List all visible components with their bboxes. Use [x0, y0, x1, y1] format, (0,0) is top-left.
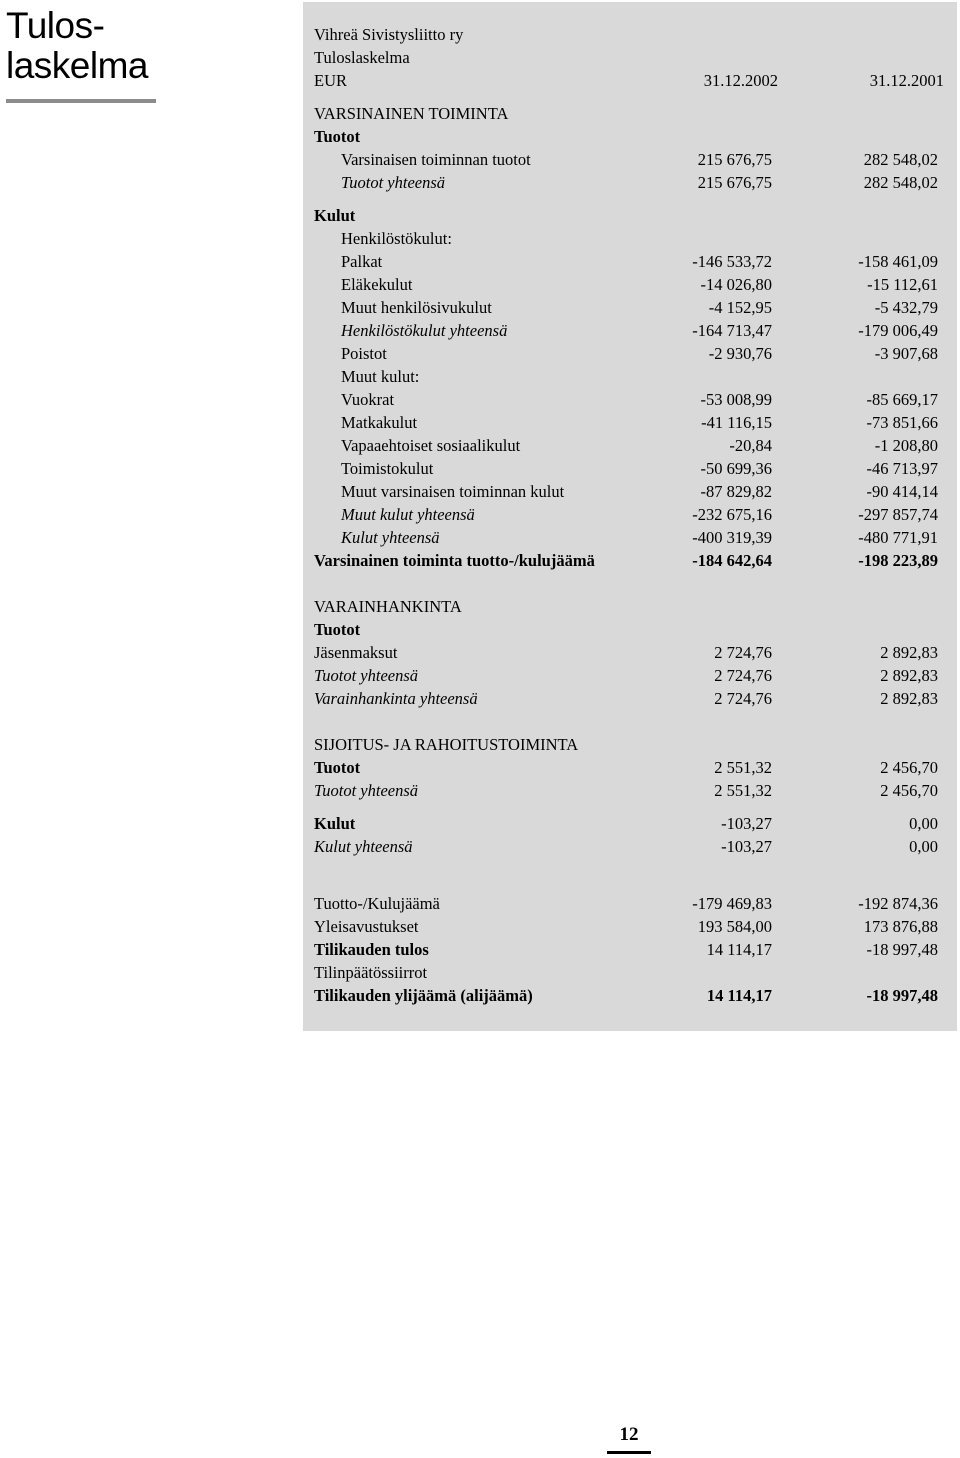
subtotal-row: Henkilöstökulut yhteensä -164 713,47 -179 006,49: [341, 321, 938, 340]
subtotal-row: Tuotot yhteensä 215 676,75 282 548,02: [341, 173, 938, 192]
side-title-line2: laskelma: [6, 45, 148, 86]
currency-label: EUR: [314, 71, 347, 90]
table-row: Toimistokulut -50 699,36 -46 713,97: [341, 459, 938, 478]
result-row: Tilikauden tulos 14 114,17 -18 997,48: [314, 940, 938, 959]
column-date-2002: 31.12.2002: [703, 71, 778, 90]
side-title: [6, 6, 158, 86]
table-row: Tilinpäätössiirrot: [314, 963, 428, 982]
table-row: Muut henkilösivukulut -4 152,95 -5 432,79: [341, 298, 938, 317]
org-name: Vihreä Sivistysliitto ry: [314, 25, 464, 44]
subtotal-row: Varainhankinta yhteensä 2 724,76 2 892,83: [314, 689, 938, 708]
subheading: Kulut: [314, 206, 356, 225]
subheading: Tuotot: [314, 127, 361, 146]
column-date-2001: 31.12.2001: [869, 71, 944, 90]
table-row: Matkakulut -41 116,15 -73 851,66: [341, 413, 938, 432]
subtotal-row: Kulut yhteensä -103,27 0,00: [314, 837, 938, 856]
side-title-line1: Tulos-: [6, 5, 105, 46]
page-number-rule: [607, 1451, 651, 1454]
table-row: Tuotto-/Kulujäämä -179 469,83 -192 874,36: [314, 894, 938, 913]
subheading: Tuotot: [314, 620, 361, 639]
group-heading: Muut kulut:: [341, 367, 420, 386]
table-row: Yleisavustukset 193 584,00 173 876,88: [314, 917, 938, 936]
subtotal-row: Tuotot yhteensä 2 551,32 2 456,70: [314, 781, 938, 800]
subtotal-row: Kulut yhteensä -400 319,39 -480 771,91: [341, 528, 938, 547]
page-number: 12: [619, 1424, 639, 1445]
table-row: Vuokrat -53 008,99 -85 669,17: [341, 390, 938, 409]
result-row: Varsinainen toiminta tuotto-/kulujäämä -184 642,64 -198 223,89: [314, 551, 938, 570]
table-row: Palkat -146 533,72 -158 461,09: [341, 252, 938, 271]
statement-rows: [314, 23, 944, 1007]
subtotal-row: Muut kulut yhteensä -232 675,16 -297 857,74: [341, 505, 938, 524]
section-heading: VARAINHANKINTA: [314, 597, 462, 616]
table-row: Tuotot 2 551,32 2 456,70: [314, 758, 938, 777]
final-result-row: Tilikauden ylijäämä (alijäämä) 14 114,17 -18 997,48: [314, 986, 938, 1005]
column-header-row: [314, 69, 944, 92]
section-heading: SIJOITUS- JA RAHOITUSTOIMINTA: [314, 735, 579, 754]
table-row: Eläkekulut -14 026,80 -15 112,61: [341, 275, 938, 294]
table-row: Muut varsinaisen toiminnan kulut -87 829,82 -90 414,14: [341, 482, 938, 501]
subtotal-row: Tuotot yhteensä 2 724,76 2 892,83: [314, 666, 938, 685]
table-row: Poistot -2 930,76 -3 907,68: [341, 344, 938, 363]
section-heading: VARSINAINEN TOIMINTA: [314, 104, 509, 123]
table-row: Varsinaisen toiminnan tuotot 215 676,75 282 548,02: [341, 150, 938, 169]
table-row: Jäsenmaksut 2 724,76 2 892,83: [314, 643, 938, 662]
income-statement-panel: [303, 2, 957, 1031]
table-row: Vapaaehtoiset sosiaalikulut -20,84 -1 208,80: [341, 436, 938, 455]
table-row: Kulut -103,27 0,00: [314, 814, 938, 833]
group-heading: Henkilöstökulut:: [341, 229, 452, 248]
side-title-rule: [6, 99, 156, 103]
doc-title: Tuloslaskelma: [314, 48, 410, 67]
